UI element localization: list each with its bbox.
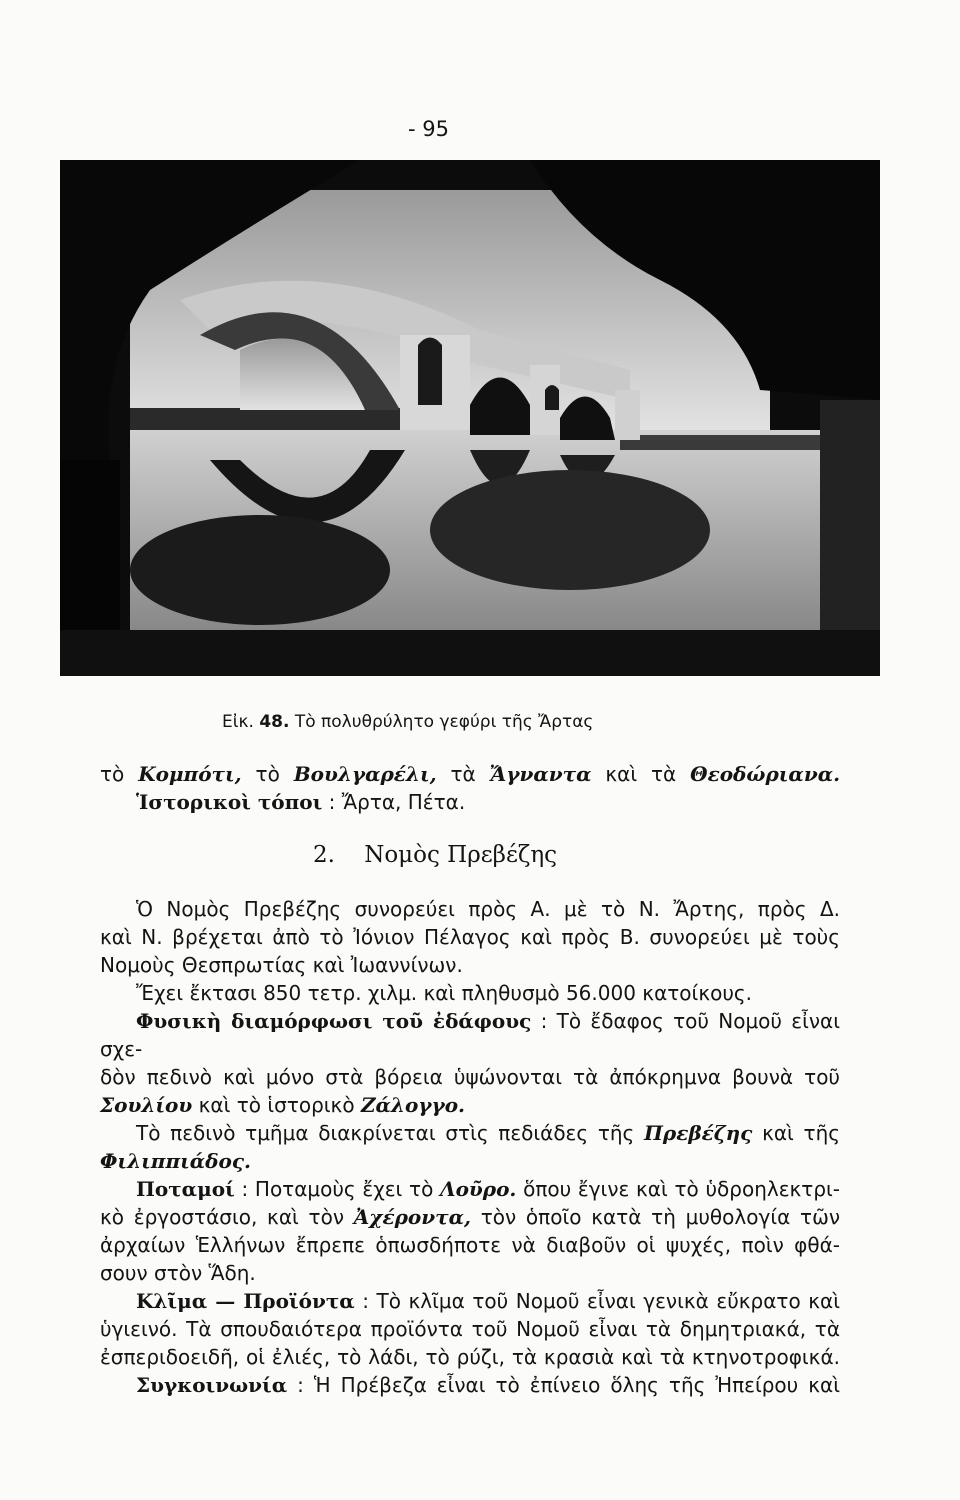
figure-label: Εἰκ. bbox=[222, 712, 254, 732]
paragraph-rivers-3: ἀρχαίων Ἑλλήνων ἔπρεπε ὁπωσδήποτε νὰ διαβοῦν οἱ ψυχές, ποὶν φθά- bbox=[100, 1233, 840, 1257]
paragraph-plains-1: Τὸ πεδινὸ τμῆμα διακρίνεται στὶς πεδιάδες τῆς Πρεβέζης καὶ τῆς bbox=[136, 1121, 840, 1145]
paragraph-transport-1: Συγκοινωνία : Ἡ Πρέβεζα εἶναι τὸ ἐπίνειο ὅλης τῆς Ἠπείρου καὶ bbox=[136, 1373, 840, 1397]
page-number: - 95 bbox=[408, 117, 449, 141]
intro-line-2: Ἱστορικοὶ τόποι : Ἄρτα, Πέτα. bbox=[136, 790, 466, 814]
paragraph-terrain-2: δὸν πεδινὸ καὶ μόνο στὰ βόρεια ὑψώνονται τὰ ἀπόκρημνα βουνὰ τοῦ bbox=[100, 1065, 840, 1089]
paragraph-rivers-4: σουν στὸν Ἅδη. bbox=[100, 1261, 256, 1285]
paragraph-borders-2: καὶ Ν. βρέχεται ἀπὸ τὸ Ἰόνιον Πέλαγος καὶ πρὸς Β. συνορεύει μὲ τοὺς bbox=[100, 925, 840, 949]
section-heading bbox=[0, 842, 870, 868]
paragraph-rivers-2: κὸ ἐργοστάσιο, καὶ τὸν Ἀχέροντα, τὸν ὁποῖο κατὰ τὴ μυθολογία τῶν bbox=[100, 1205, 840, 1229]
paragraph-terrain-1: Φυσικὴ διαμόρφωσι τοῦ ἐδάφους : Τὸ ἔδαφος τοῦ Νομοῦ εἶναι σχε- bbox=[100, 1009, 840, 1061]
paragraph-terrain-3: Σουλίου καὶ τὸ ἱστορικὸ Ζάλογγο. bbox=[100, 1093, 465, 1117]
intro-line-1: τὸ Κομπότι, τὸ Βουλγαρέλι, τὰ Ἄγναντα καὶ τὰ Θεοδώριανα. bbox=[100, 762, 841, 786]
intro-block bbox=[100, 760, 840, 816]
body-text bbox=[100, 895, 840, 1399]
paragraph-rivers-1: Ποταμοί : Ποταμοὺς ἔχει τὸ Λοῦρο. ὅπου ἔγινε καὶ τὸ ὑδροηλεκτρι- bbox=[136, 1177, 841, 1201]
figure-caption-text: Τὸ πολυθρύλητο γεφύρι τῆς Ἄρτας bbox=[294, 712, 594, 732]
section-number: 2. bbox=[313, 842, 335, 868]
paragraph-climate-1: Κλῖμα — Προϊόντα : Τὸ κλῖμα τοῦ Νομοῦ εἶναι γενικὰ εὔκρατο καὶ bbox=[136, 1289, 840, 1313]
paragraph-climate-3: ἐσπεριδοειδῆ, οἱ ἐλιές, τὸ λάδι, τὸ ρύζι, τὰ κρασιὰ καὶ τὰ κτηνοτροφικά. bbox=[100, 1345, 840, 1369]
paragraph-climate-2: ὑγιεινό. Τὰ σπουδαιότερα προϊόντα τοῦ Νομοῦ εἶναι τὰ δημητριακά, τὰ bbox=[100, 1317, 840, 1341]
paragraph-plains-2: Φιλιππιάδος. bbox=[100, 1149, 251, 1173]
paragraph-borders-3: Νομοὺς Θεσπρωτίας καὶ Ἰωαννίνων. bbox=[100, 953, 463, 977]
paragraph-borders-1: Ὁ Νομὸς Πρεβέζης συνορεύει πρὸς Α. μὲ τὸ Ν. Ἄρτης, πρὸς Δ. bbox=[136, 897, 840, 921]
figure-caption bbox=[222, 712, 593, 732]
paragraph-area: Ἔχει ἔκτασι 850 τετρ. χιλμ. καὶ πληθυσμὸ 56.000 κατοίκους. bbox=[136, 981, 753, 1005]
section-title: Νομὸς Πρεβέζης bbox=[364, 842, 557, 868]
bridge-photo bbox=[60, 160, 880, 676]
figure-number: 48. bbox=[259, 712, 290, 732]
